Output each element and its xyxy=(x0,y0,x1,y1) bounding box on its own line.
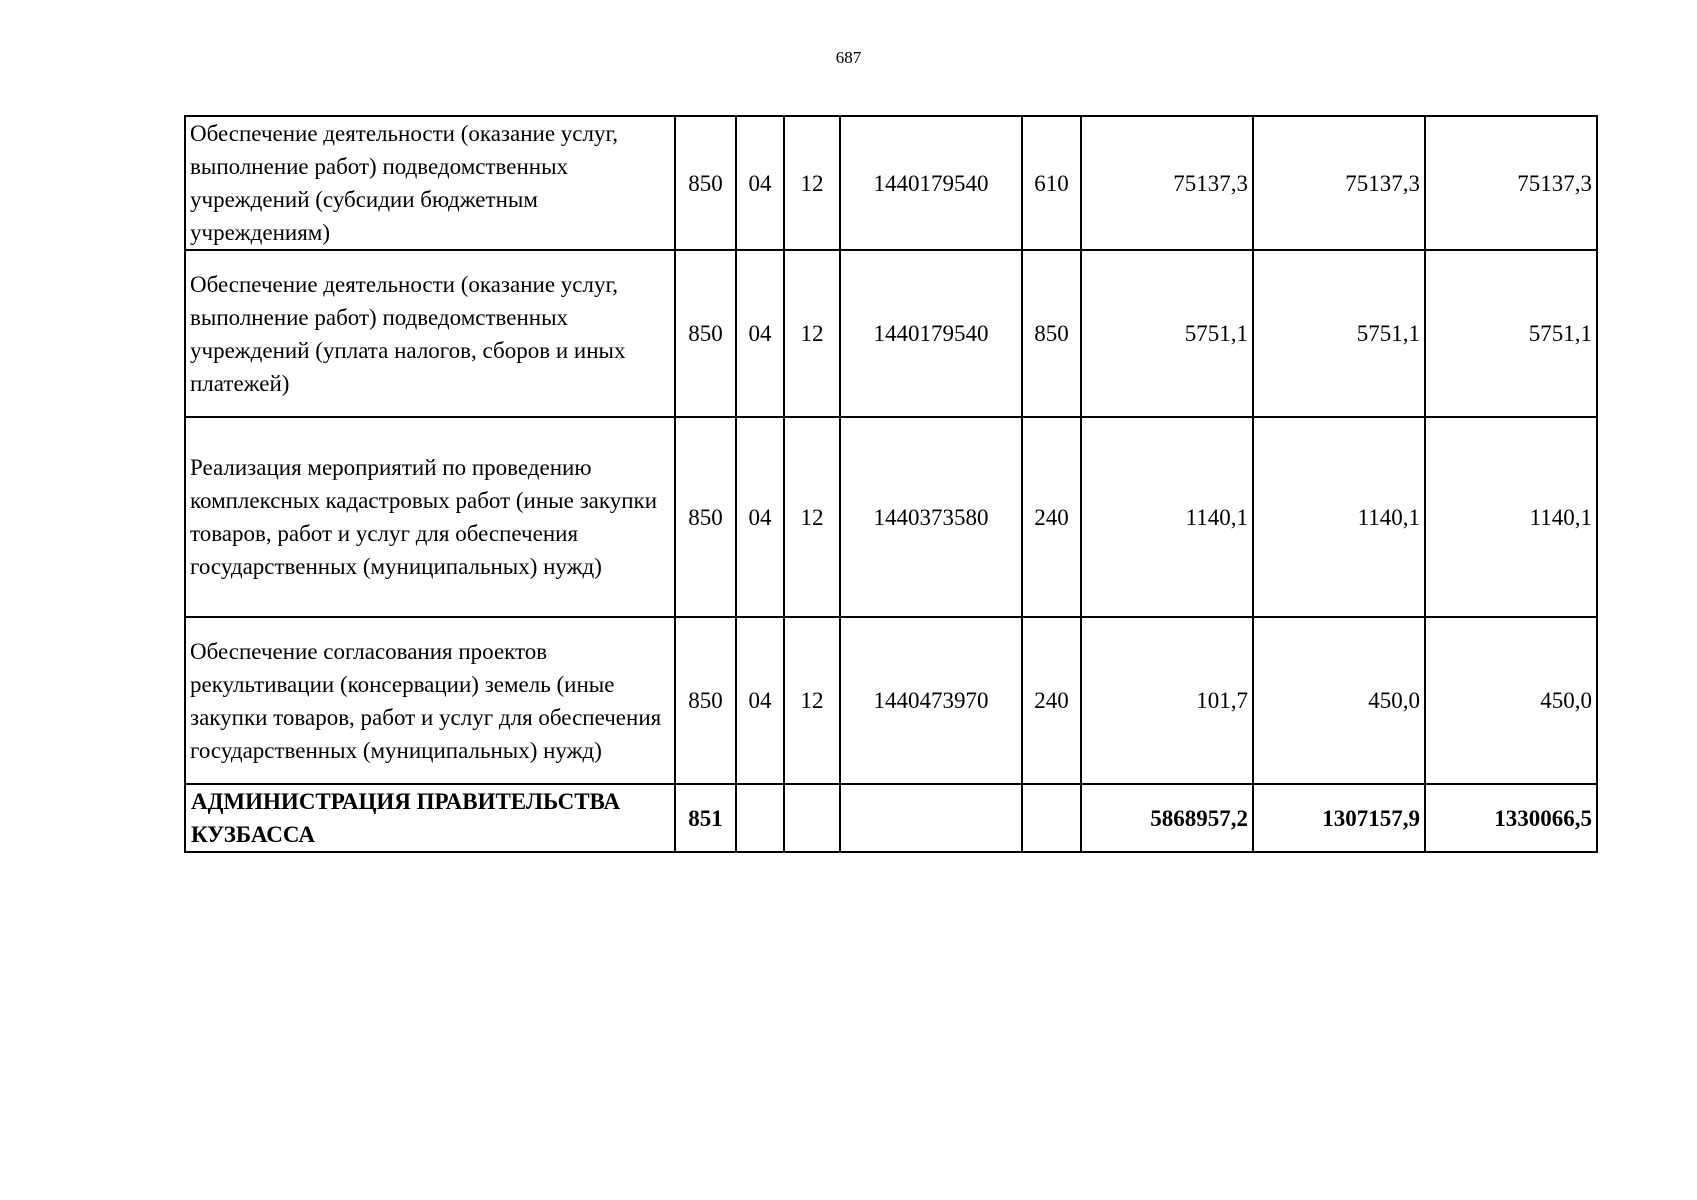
row-name-cell: Обеспечение деятельности (оказание услуг, выполнение работ) подведомственных учреждений (субсидии бюджетным учреждениям) xyxy=(185,116,675,250)
expense-type-cell: 240 xyxy=(1022,617,1081,784)
expense-type-cell xyxy=(1022,784,1081,852)
expense-type-cell: 240 xyxy=(1022,417,1081,617)
target-article-cell: 1440179540 xyxy=(840,116,1022,250)
budget-table xyxy=(184,115,1598,853)
section-cell: 04 xyxy=(736,617,784,784)
section-cell: 04 xyxy=(736,417,784,617)
amount-1-cell: 75137,3 xyxy=(1081,116,1253,250)
subsection-cell xyxy=(784,784,840,852)
ministry-code-cell: 850 xyxy=(675,617,736,784)
table-row xyxy=(185,116,1597,250)
target-article-cell xyxy=(840,784,1022,852)
section-cell: 04 xyxy=(736,250,784,417)
amount-1-cell: 5868957,2 xyxy=(1081,784,1253,852)
amount-3-cell: 450,0 xyxy=(1425,617,1597,784)
subsection-cell: 12 xyxy=(784,250,840,417)
target-article-cell: 1440373580 xyxy=(840,417,1022,617)
row-name-cell: Обеспечение согласования проектов рекультивации (консервации) земель (иные закупки товаров, работ и услуг для обеспечения государственных (муниципальных) нужд) xyxy=(185,617,675,784)
ministry-code-cell: 850 xyxy=(675,417,736,617)
amount-1-cell: 1140,1 xyxy=(1081,417,1253,617)
row-name-cell: Обеспечение деятельности (оказание услуг, выполнение работ) подведомственных учреждений (уплата налогов, сборов и иных платежей) xyxy=(185,250,675,417)
amount-2-cell: 75137,3 xyxy=(1253,116,1425,250)
page-number: 687 xyxy=(835,48,862,67)
amount-3-cell: 5751,1 xyxy=(1425,250,1597,417)
section-cell: 04 xyxy=(736,116,784,250)
table-row xyxy=(185,417,1597,617)
amount-2-cell: 1307157,9 xyxy=(1253,784,1425,852)
subsection-cell: 12 xyxy=(784,417,840,617)
section-cell xyxy=(736,784,784,852)
amount-3-cell: 1140,1 xyxy=(1425,417,1597,617)
amount-1-cell: 101,7 xyxy=(1081,617,1253,784)
row-name-cell: Реализация мероприятий по проведению комплексных кадастровых работ (иные закупки товаров, работ и услуг для обеспечения государственных (муниципальных) нужд) xyxy=(185,417,675,617)
amount-2-cell: 1140,1 xyxy=(1253,417,1425,617)
amount-2-cell: 5751,1 xyxy=(1253,250,1425,417)
target-article-cell: 1440473970 xyxy=(840,617,1022,784)
amount-1-cell: 5751,1 xyxy=(1081,250,1253,417)
table-row xyxy=(185,250,1597,417)
subsection-cell: 12 xyxy=(784,617,840,784)
expense-type-cell: 850 xyxy=(1022,250,1081,417)
expense-type-cell: 610 xyxy=(1022,116,1081,250)
amount-3-cell: 75137,3 xyxy=(1425,116,1597,250)
row-name-cell: АДМИНИСТРАЦИЯ ПРАВИТЕЛЬСТВА КУЗБАССА xyxy=(185,784,675,852)
subsection-cell: 12 xyxy=(784,116,840,250)
amount-3-cell: 1330066,5 xyxy=(1425,784,1597,852)
amount-2-cell: 450,0 xyxy=(1253,617,1425,784)
ministry-code-cell: 850 xyxy=(675,116,736,250)
total-row xyxy=(185,784,1597,852)
table-row xyxy=(185,617,1597,784)
ministry-code-cell: 851 xyxy=(675,784,736,852)
target-article-cell: 1440179540 xyxy=(840,250,1022,417)
ministry-code-cell: 850 xyxy=(675,250,736,417)
